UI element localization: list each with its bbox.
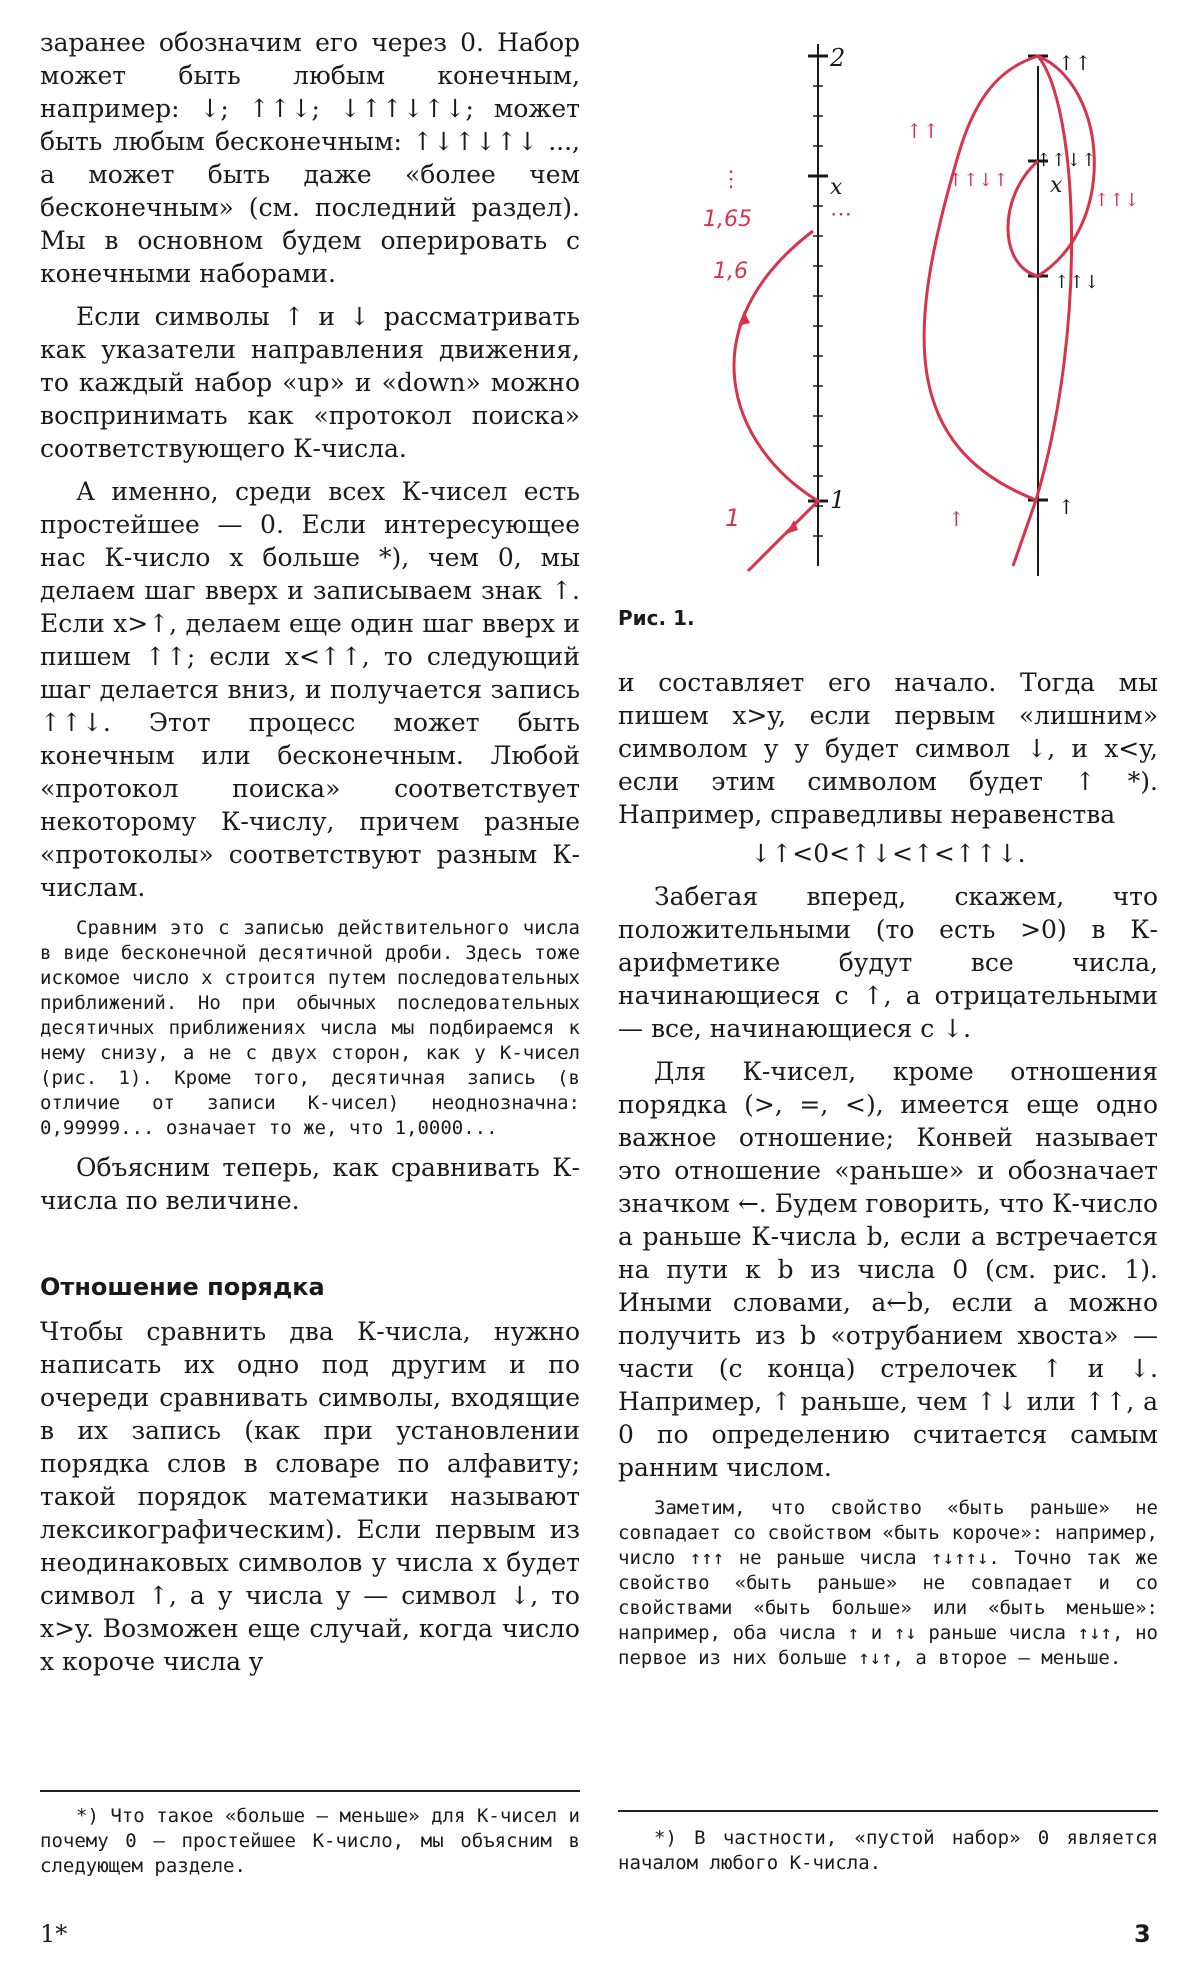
signature-mark: 1* — [40, 1920, 68, 1948]
arrow-label: ↑↑↓↑ — [948, 170, 1009, 191]
paragraph: Забегая вперед, скажем, что положительными (то есть >0) в К-арифметике будут все числа, начинающиеся с ↑, а отрицательными — все, начинающиеся с ↓. — [618, 882, 1158, 1043]
small-note: Заметим, что свойство «быть раньше» не совпадает со свойством «быть короче»: например, число ↑↑↑ не раньше числа ↑↓↑↑↓. Точно так же свойство «быть раньше» не совпадает и со свойствами «быть больше» или «быть меньше»: например, оба числа ↑ и ↑↓ раньше числа ↑↓↑, но первое из них больше ↑↓↑, а второе — меньше. — [618, 1497, 1158, 1669]
paragraph: заранее обозначим его через 0. Набор может быть любым конечным, например: ↓; ↑↑↓; ↓↑↑↓↑↓; может быть любым бесконечным: ↑↓↑↓↑↓ ..., а может быть даже «более чем бесконечным» (см. последний раздел). Мы в основном будем оперировать с конечными наборами. — [40, 28, 580, 288]
arrow-label: ↑ — [1058, 495, 1075, 519]
label-1-6: 1,6 — [713, 259, 748, 284]
label-1-red: 1 — [725, 504, 741, 532]
footnote: *) Что такое «больше — меньше» для К-чисел и почему 0 — простейшее К-число, мы объясним в следующем разделе. — [40, 1805, 580, 1877]
paragraph: А именно, среди всех К-чисел есть простейшее — 0. Если интересующее нас К-число x больше *), чем 0, мы делаем шаг вверх и записываем знак ↑. Если x>↑, делаем еще один шаг вверх и пишем ↑↑; если x<↑↑, то следующий шаг делается вниз, и получается запись ↑↑↓. Этот процесс может быть конечным или бесконечным. Любой «протокол поиска» соответствует некоторому К-числу, причем разные «протоколы» соответствуют разным К-числам. — [40, 477, 580, 902]
footnote: *) В частности, «пустой набор» 0 является началом любого К-числа. — [618, 1827, 1158, 1874]
dots-icon: ⋮ — [720, 167, 742, 192]
label-x: x — [1050, 173, 1063, 198]
arrow-label: ↑↑↓↑ — [1036, 150, 1097, 171]
page-number: 3 — [1134, 1920, 1151, 1948]
arrow-icon — [738, 311, 750, 326]
paragraph: и составляет его начало. Тогда мы пишем x>y, если первым «лишним» символом у y будет символ ↓, и x<y, если этим символом будет ↑ *). Например, справедливы неравенства — [618, 668, 1158, 829]
inequality-formula: ↓↑<0<↑↓<↑<↑↑↓. — [750, 839, 1026, 868]
paragraph: Объясним теперь, как сравнивать К-числа по величине. — [40, 1153, 580, 1215]
arrow-label: ↑↑ — [906, 119, 940, 143]
footnote-divider — [618, 1810, 1158, 1812]
left-column — [40, 26, 580, 1678]
figure-caption: Рис. 1. — [618, 606, 695, 630]
dots-icon: ⋯ — [830, 202, 852, 227]
arrow-label: ↑↑↓ — [1054, 272, 1100, 293]
arrow-label: ↑↑↓ — [1094, 190, 1140, 211]
small-note: Сравним это с записью действительного числа в виде бесконечной десятичной дроби. Здесь тоже искомое число x строится путем последовательных приближений. Но при обычных последовательных десятичных приближениях числа мы подбираемся к нему снизу, а не с двух сторон, как у К-чисел (рис. 1). Кроме того, десятичная запись (в отличие от записи К-чисел) неоднозначна: 0,99999... означает то же, что 1,0000... — [40, 917, 580, 1139]
label-2: 2 — [830, 44, 846, 72]
paragraph: Чтобы сравнить два К-числа, нужно написать их одно под другим и по очереди сравнивать символы, входящие в их запись (как при установлении порядка слов в словаре по алфавиту; такой порядок математики называют лексикографическим). Если первым из неодинаковых символов у числа x будет символ ↑, а у числа y — символ ↓, то x>y. Возможен еще случай, когда число x короче числа y — [40, 1317, 580, 1676]
label-1: 1 — [830, 486, 846, 514]
arrow-label: ↑ — [948, 507, 965, 531]
label-x: x — [830, 175, 843, 200]
figure-1 — [618, 26, 1158, 606]
paragraph: Если символы ↑ и ↓ рассматривать как указатели направления движения, то каждый набор «up» и «down» можно воспринимать как «протокол поиска» соответствующего К-числа. — [40, 302, 580, 463]
label-1-65: 1,65 — [703, 207, 752, 232]
section-heading: Отношение порядка — [40, 1273, 325, 1301]
right-column — [618, 666, 1158, 1681]
footnote-divider — [40, 1790, 580, 1792]
paragraph: Для К-чисел, кроме отношения порядка (>, =, <), имеется еще одно важное отношение; Конвей называет это отношение «раньше» и обозначает значком ←. Будем говорить, что К-число a раньше К-числа b, если a встречается на пути к b из числа 0 (см. рис. 1). Иными словами, a←b, если a можно получить из b «отрубанием хвоста» — части (с конца) стрелочек ↑ и ↓. Например, ↑ раньше, чем ↑↓ или ↑↑, а 0 по определению считается самым ранним числом. — [618, 1057, 1158, 1482]
arrow-label: ↑↑ — [1058, 51, 1092, 75]
